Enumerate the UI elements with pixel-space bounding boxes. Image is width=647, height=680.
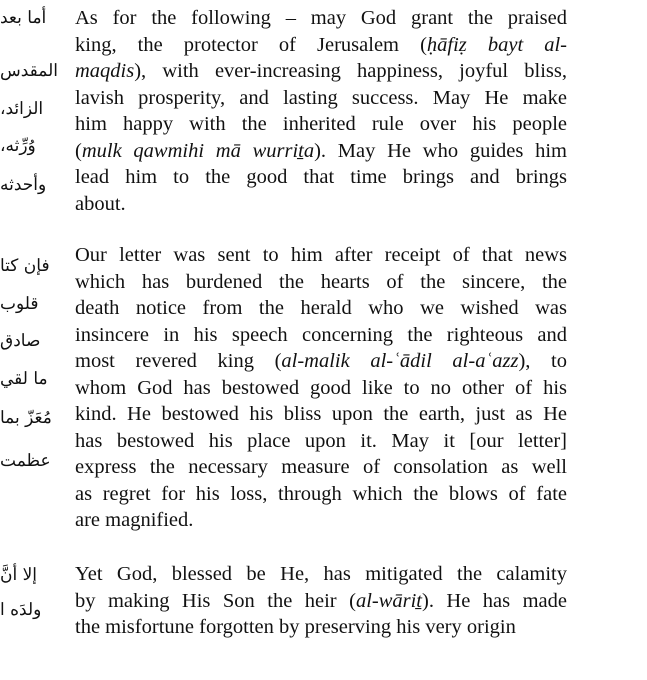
text-segment: by making His Son the heir ( (75, 589, 356, 612)
text-segment: insincere in his speech concerning the righteous and (75, 323, 567, 346)
text-line (75, 32, 567, 59)
text-segment: death notice from the herald who we wished was (75, 297, 567, 319)
text-line (75, 58, 567, 85)
text-line (75, 111, 567, 138)
text-segment: as regret for his loss, through which the blows of fate (75, 482, 567, 505)
text-line (75, 375, 567, 402)
text-line (75, 5, 567, 32)
text-line (75, 507, 567, 534)
text-line (75, 138, 567, 165)
text-segment: which has burdened the hearts of the sincere, the (75, 270, 567, 293)
arabic-fragment: قلوب (0, 294, 39, 314)
text-line (75, 85, 567, 112)
text-segment: has bestowed his place upon it. May it [our letter] (75, 429, 567, 452)
paragraph-1 (75, 5, 567, 217)
text-line (75, 614, 567, 641)
text-segment: king, the protector of Jerusalem ( (75, 33, 427, 56)
text-segment: most revered king ( (75, 350, 282, 372)
arabic-fragment: صادق (0, 331, 41, 351)
text-segment: Our letter was sent to him after receipt of that news (75, 244, 567, 266)
arabic-fragment: مُعَزّ بما (0, 408, 52, 428)
text-segment: ). May He who guides him (314, 139, 567, 162)
text-segment: the misfortune forgotten by preserving his very origin (75, 616, 516, 638)
arabic-fragment: وأحدثه (0, 175, 47, 195)
italic-transliteration: mulk qawmihi mā wurriṯa (81, 139, 315, 162)
text-segment: ), with ever-increasing happiness, joyful bliss, (134, 60, 567, 82)
text-line (75, 242, 567, 269)
text-segment: lead him to the good that time brings and brings (75, 166, 567, 188)
text-line (75, 322, 567, 349)
text-line (75, 428, 567, 455)
text-segment: ( (75, 139, 82, 162)
text-segment: whom God has bestowed good like to no other of his (75, 376, 567, 399)
arabic-fragment: فإن كتا (0, 256, 50, 276)
paragraph-3 (75, 561, 567, 641)
text-segment: express the necessary measure of consolation as well (75, 456, 567, 478)
arabic-fragment: إلا أنَّ (0, 565, 38, 585)
text-segment: As for the following – may God grant the praised (75, 7, 567, 29)
text-segment: ). He has made (422, 589, 567, 612)
text-line (75, 588, 567, 615)
arabic-fragment: أما بعد (0, 8, 47, 28)
italic-transliteration: maqdis (75, 60, 135, 82)
text-line (75, 295, 567, 322)
text-segment: lavish prosperity, and lasting success. May He make (75, 86, 567, 109)
text-segment: kind. He bestowed his bliss upon the earth, just as He (75, 403, 567, 425)
text-line (75, 164, 567, 191)
text-segment: are magnified. (75, 509, 194, 531)
text-line (75, 481, 567, 508)
text-segment: Yet God, blessed be He, has mitigated the calamity (75, 563, 567, 585)
arabic-fragment: ولدَه ا (0, 600, 42, 620)
arabic-fragment: عظمت (0, 451, 51, 471)
arabic-fragment: الزائد، (0, 99, 44, 119)
text-segment: about. (75, 192, 126, 215)
text-line (75, 269, 567, 296)
text-line (75, 561, 567, 588)
text-segment: ), to (518, 350, 567, 372)
italic-transliteration: al-malik al-ʿādil al-aʿazz (281, 350, 519, 372)
text-line (75, 401, 567, 428)
paragraph-2 (75, 242, 567, 534)
arabic-fragment: وُرِّثه، (0, 136, 36, 156)
text-segment: him happy with the inherited rule over his people (75, 113, 567, 135)
arabic-fragment: ما لقي (0, 369, 48, 389)
text-line (75, 348, 567, 375)
italic-transliteration: ḥāfiẓ bayt al- (426, 33, 568, 56)
italic-transliteration: al-wāriṯ (355, 589, 423, 612)
text-line (75, 454, 567, 481)
text-line (75, 191, 567, 218)
arabic-fragment: المقدس (0, 61, 59, 81)
